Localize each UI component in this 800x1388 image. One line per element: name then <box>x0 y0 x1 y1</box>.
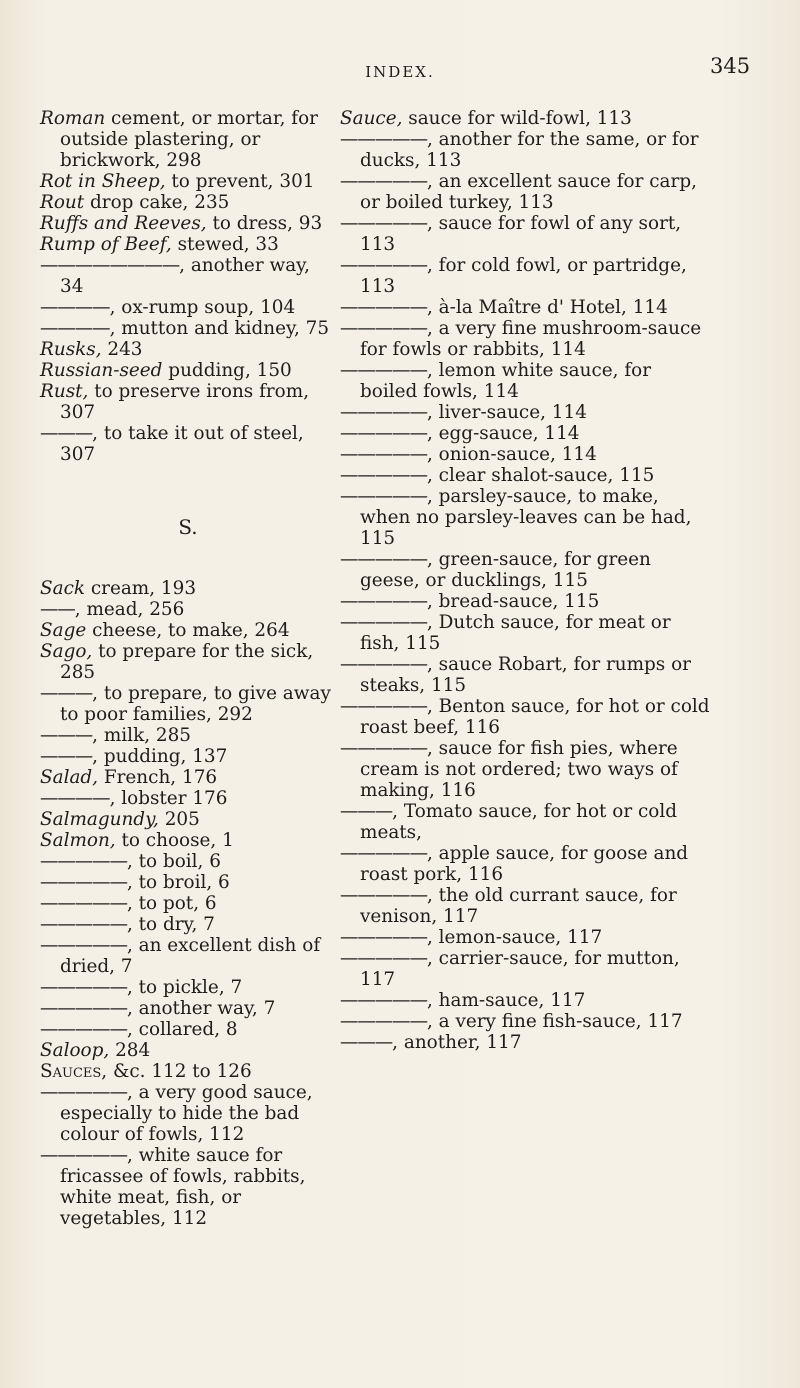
entry-text: &c. 112 to 126 <box>107 1061 252 1082</box>
index-entry <box>340 486 710 549</box>
entry-heading: Salmagundy, <box>40 809 159 830</box>
index-entry <box>40 620 336 641</box>
repeat-dash: ———— <box>40 297 110 318</box>
index-entry <box>40 851 336 872</box>
entry-text: French, 176 <box>98 767 218 788</box>
entry-text: , onion-sauce, 114 <box>426 444 597 465</box>
entry-text: , egg-sauce, 114 <box>426 423 580 444</box>
repeat-dash: ——— <box>40 746 93 767</box>
repeat-dash: ————— <box>40 977 127 998</box>
entry-text: pudding, 150 <box>162 360 292 381</box>
left-column <box>40 108 336 1229</box>
entry-text: , to boil, 6 <box>126 851 221 872</box>
entry-text: , apple sauce, for goose and roast pork, 116 <box>360 843 689 885</box>
repeat-dash: ————— <box>40 914 127 935</box>
entry-text: , white sauce for fricassee of fowls, rabbits, white meat, fish, or vegetables, 112 <box>60 1145 306 1229</box>
entry-text: , clear shalot-sauce, 115 <box>426 465 655 486</box>
repeat-dash: ———————— <box>40 255 180 276</box>
index-entry <box>40 746 336 767</box>
entry-text: cream, 193 <box>85 578 197 599</box>
repeat-dash: ————— <box>340 948 427 969</box>
repeat-dash: ————— <box>340 318 427 339</box>
index-entry <box>340 843 710 885</box>
entry-text: , for cold fowl, or partridge, 113 <box>360 255 687 297</box>
entry-text: , lemon white sauce, for boiled fowls, 114 <box>360 360 651 402</box>
entry-text: stewed, 33 <box>171 234 279 255</box>
index-entry <box>340 444 710 465</box>
repeat-dash: ————— <box>340 297 427 318</box>
entry-heading: Sauces, <box>40 1061 108 1082</box>
index-entry <box>40 192 336 213</box>
entry-heading: Salmon, <box>40 830 116 851</box>
index-entry <box>40 914 336 935</box>
index-entry <box>340 549 710 591</box>
repeat-dash: ————— <box>340 213 427 234</box>
entry-text: , pudding, 137 <box>92 746 228 767</box>
entry-text: , another way, 34 <box>60 255 310 297</box>
index-entry <box>40 998 336 1019</box>
entry-text: , an excellent dish of dried, 7 <box>60 935 321 977</box>
index-entry <box>340 108 710 129</box>
entry-text: , mutton and kidney, 75 <box>109 318 330 339</box>
entry-heading: Rot in Sheep, <box>40 171 166 192</box>
index-entry <box>40 788 336 809</box>
repeat-dash: ————— <box>340 1011 427 1032</box>
entry-text: , sauce for fish pies, where cream is not ordered; two ways of making, 116 <box>360 738 678 801</box>
entry-text: to preserve irons from, 307 <box>60 381 310 423</box>
repeat-dash: ————— <box>340 402 427 423</box>
repeat-dash: ————— <box>340 591 427 612</box>
entry-text: cheese, to make, 264 <box>86 620 290 641</box>
repeat-dash: ————— <box>340 612 427 633</box>
entry-text: , collared, 8 <box>126 1019 238 1040</box>
repeat-dash: ————— <box>340 696 427 717</box>
index-entry <box>340 129 710 171</box>
entry-heading: Sago, <box>40 641 93 662</box>
entry-text: , bread-sauce, 115 <box>426 591 600 612</box>
index-entry <box>40 423 336 465</box>
entry-heading: Sauce, <box>340 108 403 129</box>
entry-text: to prevent, 301 <box>165 171 315 192</box>
entry-text: , sauce for fowl of any sort, 113 <box>360 213 682 255</box>
entry-text: , ham-sauce, 117 <box>426 990 586 1011</box>
entry-text: , lemon-sauce, 117 <box>426 927 603 948</box>
repeat-dash: ———— <box>40 788 110 809</box>
index-entry <box>340 1011 710 1032</box>
entry-text: , mead, 256 <box>74 599 185 620</box>
index-entry <box>340 591 710 612</box>
entry-heading: Rump of Beef, <box>40 234 172 255</box>
entry-text: , to dry, 7 <box>126 914 215 935</box>
entry-text: , green-sauce, for green geese, or ducklings, 115 <box>360 549 651 591</box>
index-entry <box>340 948 710 990</box>
repeat-dash: ————— <box>40 935 127 956</box>
index-entry <box>340 696 710 738</box>
index-entry <box>40 213 336 234</box>
running-head: INDEX. <box>365 63 435 81</box>
index-entry <box>40 318 336 339</box>
index-entry <box>340 297 710 318</box>
entry-heading: Salad, <box>40 767 99 788</box>
entry-text: , to broil, 6 <box>126 872 230 893</box>
entry-heading: Rusks, <box>40 339 102 360</box>
index-entry <box>340 801 710 843</box>
index-entry <box>340 171 710 213</box>
repeat-dash: ——— <box>340 1032 393 1053</box>
entry-text: to dress, 93 <box>206 213 323 234</box>
index-entry <box>40 1019 336 1040</box>
entry-heading: Saloop, <box>40 1040 110 1061</box>
entry-text: cement, or mortar, for outside plastering, or brickwork, 298 <box>60 108 318 171</box>
index-entry <box>40 1145 336 1229</box>
entry-text: to choose, 1 <box>115 830 234 851</box>
index-entry <box>340 990 710 1011</box>
entry-text: , a very good sauce, especially to hide the bad colour of fowls, 112 <box>60 1082 313 1145</box>
index-entry <box>340 612 710 654</box>
entry-text: , another for the same, or for ducks, 113 <box>360 129 699 171</box>
repeat-dash: ————— <box>40 851 127 872</box>
repeat-dash: ————— <box>340 549 427 570</box>
repeat-dash: ————— <box>40 998 127 1019</box>
index-entry <box>340 927 710 948</box>
index-entry <box>40 578 336 599</box>
entry-heading: Sage <box>40 620 87 641</box>
repeat-dash: ———— <box>40 318 110 339</box>
index-entry <box>40 641 336 683</box>
page-number: 345 <box>710 54 751 78</box>
index-entry <box>40 893 336 914</box>
entry-text: , to take it out of steel, 307 <box>60 423 304 465</box>
entry-text: , Dutch sauce, for meat or fish, 115 <box>360 612 671 654</box>
index-entry <box>40 725 336 746</box>
repeat-dash: ——— <box>40 423 93 444</box>
index-entry <box>40 935 336 977</box>
entry-heading: Sack <box>40 578 86 599</box>
entry-heading: Ruffs and Reeves, <box>40 213 207 234</box>
repeat-dash: ————— <box>340 738 427 759</box>
repeat-dash: ————— <box>40 893 127 914</box>
index-entry <box>340 654 710 696</box>
index-entry <box>40 108 336 171</box>
repeat-dash: ————— <box>340 927 427 948</box>
section-letter: S. <box>178 515 198 539</box>
index-entry <box>340 255 710 297</box>
index-entry <box>40 977 336 998</box>
entry-text: sauce for wild-fowl, 113 <box>402 108 632 129</box>
entry-text: , parsley-sauce, to make, when no parsley-leaves can be had, 115 <box>360 486 692 549</box>
index-entry <box>40 1040 336 1061</box>
entry-text: , the old currant sauce, for venison, 117 <box>360 885 677 927</box>
repeat-dash: ————— <box>340 444 427 465</box>
index-entry <box>40 381 336 423</box>
entry-text: , lobster 176 <box>109 788 228 809</box>
repeat-dash: ————— <box>40 1082 127 1103</box>
index-entry <box>340 1032 710 1053</box>
entry-text: , sauce Robart, for rumps or steaks, 115 <box>360 654 691 696</box>
repeat-dash: ——— <box>340 801 393 822</box>
repeat-dash: ————— <box>340 129 427 150</box>
repeat-dash: ——— <box>40 683 93 704</box>
index-entry <box>40 683 336 725</box>
repeat-dash: ————— <box>340 885 427 906</box>
repeat-dash: ————— <box>340 990 427 1011</box>
index-entry <box>40 360 336 381</box>
repeat-dash: ————— <box>340 171 427 192</box>
index-entry <box>340 738 710 801</box>
entry-text: 205 <box>158 809 200 830</box>
index-entry <box>40 809 336 830</box>
entry-text: , to pickle, 7 <box>126 977 243 998</box>
entry-text: , another, 117 <box>392 1032 522 1053</box>
entry-text: , a very fine fish-sauce, 117 <box>426 1011 683 1032</box>
index-entry <box>40 171 336 192</box>
index-entry <box>40 255 336 297</box>
entry-heading: Roman <box>40 108 106 129</box>
index-entry <box>40 599 336 620</box>
index-entry <box>340 213 710 255</box>
repeat-dash: ——— <box>40 725 93 746</box>
index-entry <box>340 465 710 486</box>
right-column <box>340 108 710 1053</box>
entry-text: , Tomato sauce, for hot or cold meats, <box>360 801 678 843</box>
repeat-dash: ————— <box>340 654 427 675</box>
index-entry <box>40 830 336 851</box>
entry-text: to prepare for the sick, 285 <box>60 641 314 683</box>
index-entry <box>40 297 336 318</box>
index-entry <box>340 318 710 360</box>
index-entry <box>340 885 710 927</box>
index-entry <box>340 360 710 402</box>
index-entry <box>40 1061 336 1082</box>
repeat-dash: ————— <box>40 1145 127 1166</box>
index-entry <box>40 872 336 893</box>
repeat-dash: —— <box>40 599 75 620</box>
entry-text: , milk, 285 <box>92 725 192 746</box>
entry-text: , an excellent sauce for carp, or boiled turkey, 113 <box>360 171 697 213</box>
entry-text: drop cake, 235 <box>84 192 230 213</box>
entry-text: , a very fine mushroom-sauce for fowls or rabbits, 114 <box>360 318 702 360</box>
entry-text: , liver-sauce, 114 <box>426 402 587 423</box>
entry-heading: Russian-seed <box>40 360 163 381</box>
entry-heading: Rust, <box>40 381 89 402</box>
repeat-dash: ————— <box>340 465 427 486</box>
repeat-dash: ————— <box>40 1019 127 1040</box>
index-entry <box>340 423 710 444</box>
entry-heading: Rout <box>40 192 85 213</box>
entry-text: , to pot, 6 <box>126 893 217 914</box>
entry-text: , to prepare, to give away to poor families, 292 <box>60 683 331 725</box>
index-entry <box>40 339 336 360</box>
repeat-dash: ————— <box>340 486 427 507</box>
entry-text: , another way, 7 <box>126 998 276 1019</box>
index-entry <box>40 1082 336 1145</box>
repeat-dash: ————— <box>40 872 127 893</box>
repeat-dash: ————— <box>340 255 427 276</box>
repeat-dash: ————— <box>340 360 427 381</box>
entry-text: , carrier-sauce, for mutton, 117 <box>360 948 680 990</box>
entry-text: , ox-rump soup, 104 <box>109 297 296 318</box>
repeat-dash: ————— <box>340 423 427 444</box>
entry-text: 243 <box>101 339 143 360</box>
index-entry <box>40 767 336 788</box>
entry-text: 284 <box>109 1040 151 1061</box>
repeat-dash: ————— <box>340 843 427 864</box>
index-entry <box>40 234 336 255</box>
index-entry <box>340 402 710 423</box>
entry-text: , Benton sauce, for hot or cold roast beef, 116 <box>360 696 710 738</box>
entry-text: , à-la Maître d' Hotel, 114 <box>426 297 668 318</box>
